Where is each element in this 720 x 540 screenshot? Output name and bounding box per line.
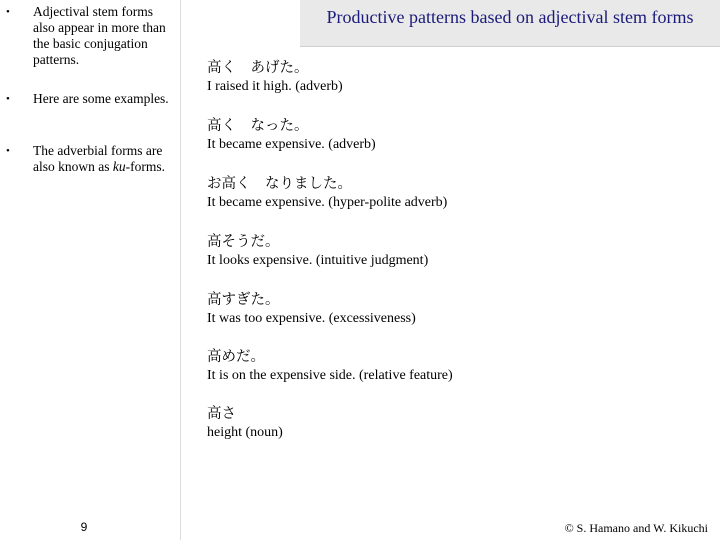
bullet-marker: • xyxy=(6,93,10,105)
bullet-marker: • xyxy=(6,145,10,157)
bullet-text: The adverbial forms are also known as ku-forms. xyxy=(33,143,165,174)
example-japanese: お高く なりました。 xyxy=(207,176,352,192)
example-item xyxy=(207,405,717,441)
example-translation: I raised it high. (adverb) xyxy=(207,79,343,94)
example-japanese: 高めだ。 xyxy=(207,349,265,365)
example-item xyxy=(207,291,717,327)
bullet-text: Here are some examples. xyxy=(33,91,169,106)
example-japanese: 高そうだ。 xyxy=(207,234,280,250)
example-translation: It became expensive. (adverb) xyxy=(207,137,376,152)
example-item xyxy=(207,233,717,269)
example-japanese: 高すぎた。 xyxy=(207,292,280,308)
example-translation: It is on the expensive side. (relative feature) xyxy=(207,368,453,383)
example-japanese: 高く なった。 xyxy=(207,118,309,134)
example-item xyxy=(207,117,717,153)
bullet-marker: • xyxy=(6,6,10,18)
example-japanese: 高く あげた。 xyxy=(207,60,309,76)
copyright-notice: © S. Hamano and W. Kikuchi xyxy=(564,521,708,535)
example-translation: height (noun) xyxy=(207,425,283,440)
italic-term: ku xyxy=(112,159,126,174)
bullet-text: Adjectival stem forms also appear in more than the basic conjugation patterns. xyxy=(33,4,166,67)
example-translation: It looks expensive. (intuitive judgment) xyxy=(207,253,429,268)
example-translation: It became expensive. (hyper-polite adverb) xyxy=(207,195,448,210)
example-item xyxy=(207,59,717,95)
column-divider xyxy=(180,0,181,540)
slide-title: Productive patterns based on adjectival stem forms xyxy=(300,0,720,47)
example-item xyxy=(207,175,717,211)
page-number: 9 xyxy=(80,520,88,534)
example-translation: It was too expensive. (excessiveness) xyxy=(207,311,416,326)
example-japanese: 高さ xyxy=(207,406,236,422)
example-item xyxy=(207,348,717,384)
